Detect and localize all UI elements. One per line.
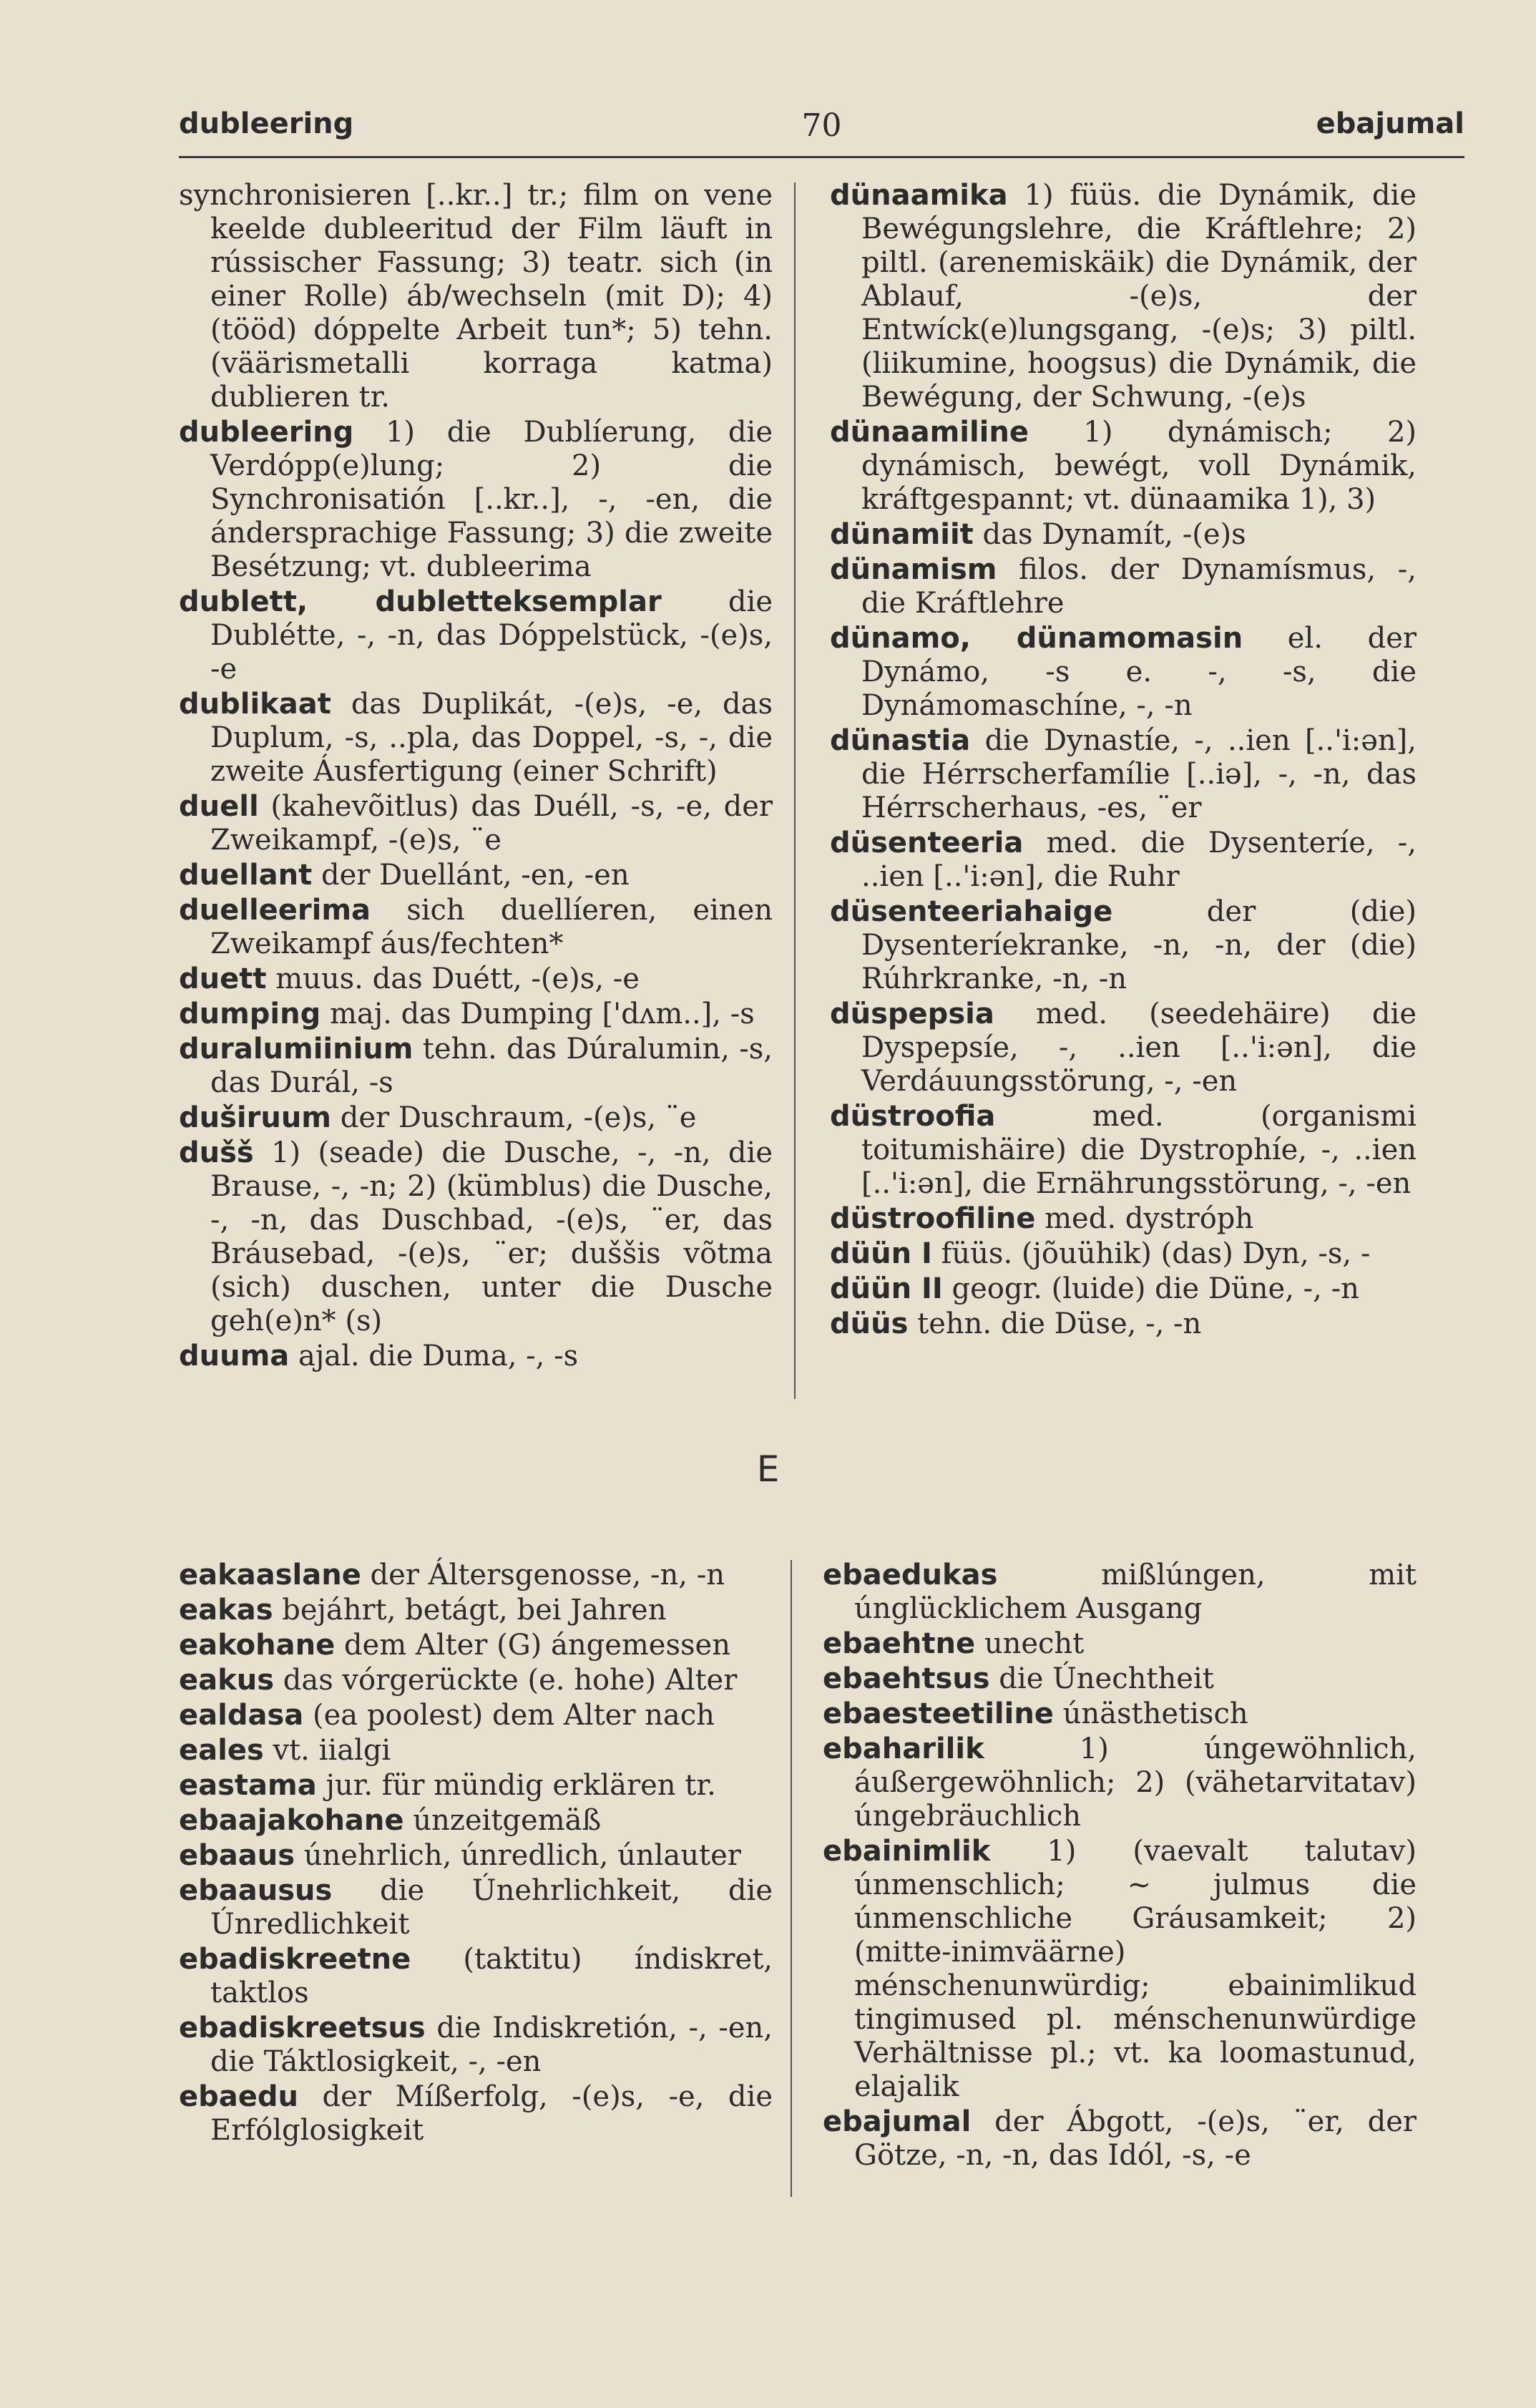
entry-definition: bejáhrt, betágt, bei Jahren — [282, 1594, 667, 1627]
dictionary-entry — [179, 1874, 773, 1941]
entry-headword: düstroofia — [830, 1100, 996, 1133]
entry-definition: die Indiskretión, -, -en, die Táktlosigkeit, -, -en — [210, 2012, 773, 2078]
column-divider-bottom — [791, 1560, 792, 2197]
dictionary-entry — [830, 827, 1417, 894]
entry-headword: duširuum — [179, 1101, 331, 1134]
entry-headword: dublett, dubletteksemplar — [179, 585, 662, 618]
entry-headword: düstroofiline — [830, 1202, 1036, 1235]
entry-headword: ebadiskreetne — [179, 1943, 411, 1976]
dictionary-entry — [823, 1559, 1417, 1626]
dictionary-entry — [179, 1340, 773, 1373]
entry-headword: ealdasa — [179, 1699, 304, 1732]
entry-headword: duellant — [179, 859, 313, 892]
dictionary-entry — [179, 859, 773, 892]
dictionary-entry — [823, 1732, 1417, 1833]
entry-definition: die Dublétte, -, -n, das Dóppelstück, -(e)s, -e — [210, 585, 773, 686]
entry-definition: der (die) Dysenteríekranke, -n, -n, der (die) Rúhrkranke, -n, -n — [861, 895, 1417, 995]
entry-definition: (ea poolest) dem Alter nach — [312, 1699, 715, 1732]
entry-headword: eakus — [179, 1664, 275, 1697]
dictionary-entry — [179, 1594, 773, 1627]
entry-definition: vt. iialgi — [273, 1734, 391, 1767]
dictionary-entry — [830, 998, 1417, 1098]
column-4 — [823, 1559, 1417, 2174]
dictionary-entry — [830, 1272, 1417, 1306]
entry-headword: düün II — [830, 1272, 943, 1305]
entry-definition: synchronisieren [..kr..] tr.; film on vene keelde dubleeritud der Film läuft in rússischer Fassung; 3) teatr. sich (in einer Rolle) áb/wechseln (mit D); 4) (tööd) dóppelte Arbeit tun*; 5) tehn. (väärismetalli korraga katma) dublieren tr. — [179, 179, 773, 414]
entry-definition: jur. für mündig erklären tr. — [326, 1769, 716, 1802]
dictionary-entry — [179, 998, 773, 1031]
dictionary-entry — [179, 2080, 773, 2148]
entry-headword: ebaehtsus — [823, 1662, 990, 1695]
entry-headword: eakohane — [179, 1629, 336, 1662]
entry-headword: eakas — [179, 1594, 273, 1627]
section-letter: E — [756, 1448, 780, 1490]
dictionary-entry — [179, 790, 773, 857]
entry-headword: ebadiskreetsus — [179, 2012, 426, 2044]
entry-headword: eastama — [179, 1769, 317, 1802]
entry-headword: ebainimlik — [823, 1835, 991, 1868]
entry-headword: eakaaslane — [179, 1559, 361, 1591]
entry-definition: das Duplikát, -(e)s, -e, das Duplum, -s, ..pla, das Doppel, -s, -, die zweite Áusfertigung (einer Schrift) — [210, 688, 773, 788]
dictionary-entry — [179, 585, 773, 686]
entry-headword: dünaamika — [830, 179, 1008, 212]
entry-definition: unecht — [984, 1627, 1085, 1660]
entry-headword: dumping — [179, 998, 321, 1030]
entry-headword: düsenteeriahaige — [830, 895, 1113, 928]
dictionary-entry — [830, 1202, 1417, 1236]
entry-definition: der Ábgott, -(e)s, ¨er, der Götze, -n, -n, das Idól, -s, -e — [854, 2105, 1417, 2172]
entry-headword: dünastia — [830, 724, 971, 757]
entry-headword: ebaedu — [179, 2080, 298, 2113]
entry-definition: ajal. die Duma, -, -s — [298, 1340, 579, 1373]
entry-definition: muus. das Duétt, -(e)s, -e — [275, 962, 640, 995]
dictionary-entry — [179, 1629, 773, 1662]
dictionary-entry — [830, 1100, 1417, 1201]
entry-definition: únzeitgemäß — [413, 1804, 602, 1837]
entry-headword: duell — [179, 790, 259, 823]
entry-definition: der Duschraum, -(e)s, ¨e — [340, 1101, 697, 1134]
entry-headword: ebaedukas — [823, 1559, 998, 1591]
dictionary-entry — [179, 1101, 773, 1135]
entry-headword: duuma — [179, 1340, 290, 1373]
entry-definition: únehrlich, únredlich, únlauter — [303, 1839, 741, 1872]
dictionary-entry — [830, 518, 1417, 552]
entry-definition: med. die Dysenteríe, -, ..ien [..'i:ən], die Ruhr — [861, 827, 1417, 893]
entry-headword: duelleerima — [179, 894, 371, 927]
entry-headword: dünamiit — [830, 518, 974, 551]
dictionary-entry — [823, 1662, 1417, 1696]
entry-headword: dušš — [179, 1136, 254, 1169]
entry-definition: der Duellánt, -en, -en — [321, 859, 630, 892]
column-divider-top — [794, 182, 796, 1399]
entry-definition: 1) füüs. die Dynámik, die Bewégungslehre, die Kráftlehre; 2) piltl. (arenemiskäik) die Dynámik, der Ablauf, -(e)s, der Entwíck(e)lungsgang, -(e)s; 3) piltl. (liikumine, hoogsus) die Dynámik, die Bewégung, der Schwung, -(e)s — [861, 179, 1417, 414]
entry-definition: med. (organismi toitumishäire) die Dystrophíe, -, ..ien [..'i:ən], die Ernährungsstörung, -, -en — [861, 1100, 1417, 1200]
entry-definition: med. dystróph — [1045, 1202, 1254, 1235]
entry-headword: düspepsia — [830, 998, 994, 1030]
entry-definition: der Áltersgenosse, -n, -n — [370, 1559, 725, 1591]
dictionary-entry — [179, 1734, 773, 1768]
entry-headword: ebaehtne — [823, 1627, 976, 1660]
header-right-guideword: ebajumal — [1316, 107, 1464, 140]
entry-definition: tehn. das Dúralumin, -s, das Durál, -s — [210, 1033, 773, 1099]
entry-headword: ebaaus — [179, 1839, 295, 1872]
column-1 — [179, 179, 773, 1375]
entry-headword: düsenteeria — [830, 827, 1024, 859]
dictionary-entry — [179, 1804, 773, 1838]
dictionary-entry — [823, 1835, 1417, 2104]
dictionary-entry — [830, 1237, 1417, 1271]
entry-definition: die Dynastíe, -, ..ien [..'i:ən], die Hérrscherfamílie [..iə], -, -n, das Hérrscherhaus, -es, ¨er — [861, 724, 1417, 824]
dictionary-entry — [830, 553, 1417, 620]
entry-definition: 1) dynámisch; 2) dynámisch, bewégt, voll Dynámik, kráftgespannt; vt. dünaamika 1), 3) — [861, 416, 1417, 516]
dictionary-entry — [179, 1769, 773, 1803]
entry-definition: tehn. die Düse, -, -n — [917, 1307, 1202, 1340]
entry-headword: ebaausus — [179, 1874, 333, 1907]
entry-definition: sich duellíeren, einen Zweikampf áus/fechten* — [210, 894, 773, 960]
entry-headword: dubleering — [179, 416, 354, 449]
entry-headword: eales — [179, 1734, 264, 1767]
dictionary-entry — [179, 688, 773, 789]
entry-definition: med. (seedehäire) die Dyspepsíe, -, ..ien [..'i:ən], die Verdáuungsstörung, -, -en — [861, 998, 1417, 1098]
column-2 — [830, 179, 1417, 1342]
dictionary-entry — [830, 724, 1417, 825]
dictionary-entry — [179, 179, 773, 414]
entry-headword: duett — [179, 962, 267, 995]
dictionary-entry — [179, 1136, 773, 1338]
entry-headword: dublikaat — [179, 688, 331, 721]
dictionary-entry — [823, 1697, 1417, 1731]
entry-definition: 1) die Dublíerung, die Verdópp(e)lung; 2) die Synchronisatión [..kr..], -, -en, die ándersprachige Fassung; 3) die zweite Besétzung; vt. dubleerima — [210, 416, 773, 583]
entry-headword: ebaesteetiline — [823, 1697, 1054, 1730]
entry-headword: dünamism — [830, 553, 997, 586]
entry-definition: die Únehrlichkeit, die Únredlichkeit — [210, 1874, 773, 1941]
dictionary-entry — [823, 1627, 1417, 1661]
dictionary-entry — [179, 1559, 773, 1592]
column-3 — [179, 1559, 773, 2149]
header-left-guideword: dubleering — [179, 107, 354, 140]
dictionary-entry — [830, 1307, 1417, 1341]
entry-headword: ebaharilik — [823, 1732, 984, 1765]
entry-headword: düüs — [830, 1307, 909, 1340]
dictionary-entry — [179, 2012, 773, 2079]
dictionary-entry — [179, 1839, 773, 1873]
dictionary-entry — [823, 2105, 1417, 2173]
entry-definition: el. der Dynámo, -s e. -, -s, die Dynámomaschíne, -, -n — [861, 622, 1417, 722]
page-header — [179, 106, 1464, 158]
dictionary-entry — [830, 895, 1417, 996]
dictionary-entry — [830, 416, 1417, 517]
dictionary-entry — [179, 1699, 773, 1732]
dictionary-entry — [179, 962, 773, 996]
entry-definition: das Dynamít, -(e)s — [982, 518, 1246, 551]
dictionary-entry — [179, 1664, 773, 1697]
page-number: 70 — [801, 107, 842, 144]
entry-headword: dünaamiline — [830, 416, 1029, 449]
entry-headword: ebajumal — [823, 2105, 972, 2138]
entry-definition: maj. das Dumping ['dʌm..], -s — [329, 998, 755, 1030]
entry-definition: 1) úngewöhnlich, áußergewöhnlich; 2) (vähetarvitatav) úngebräuchlich — [854, 1732, 1417, 1833]
entry-definition: das vórgerückte (e. hohe) Alter — [283, 1664, 738, 1697]
entry-definition: füüs. (jõuühik) (das) Dyn, -s, - — [941, 1237, 1371, 1270]
dictionary-entry — [179, 894, 773, 961]
entry-definition: dem Alter (G) ángemessen — [343, 1629, 730, 1662]
entry-definition: der Míßerfolg, -(e)s, -e, die Erfólglosigkeit — [210, 2080, 773, 2147]
entry-headword: düün I — [830, 1237, 932, 1270]
entry-definition: filos. der Dynamísmus, -, die Kráftlehre — [861, 553, 1417, 620]
dictionary-entry — [179, 1033, 773, 1100]
entry-definition: 1) (seade) die Dusche, -, -n, die Brause, -, -n; 2) (kümblus) die Dusche, -, -n, das Duschbad, -(e)s, ¨er, das Bráusebad, -(e)s, ¨er; duššis võtma (sich) duschen, unter die Dusche geh(e)n* (s) — [210, 1136, 773, 1337]
entry-definition: mißlúngen, mit únglücklichem Ausgang — [854, 1559, 1417, 1625]
entry-headword: ebaajakohane — [179, 1804, 404, 1837]
dictionary-entry — [830, 179, 1417, 414]
dictionary-entry — [830, 622, 1417, 723]
entry-definition: (taktitu) índiskret, taktlos — [210, 1943, 773, 2009]
entry-headword: dünamo, dünamomasin — [830, 622, 1243, 655]
entry-definition: die Únechtheit — [999, 1662, 1214, 1695]
entry-definition: 1) (vaevalt talutav) únmenschlich; ~ julmus die únmenschliche Gráusamkeit; 2) (mitte-inimväärne) ménschenunwürdig; ebainimlikud tingimused pl. ménschenunwürdige Verhältnisse pl.; vt. ka loomastunud, elajalik — [854, 1835, 1417, 2103]
entry-definition: geogr. (luide) die Düne, -, -n — [952, 1272, 1359, 1305]
entry-definition: (kahevõitlus) das Duéll, -s, -e, der Zweikampf, -(e)s, ¨e — [210, 790, 773, 857]
dictionary-entry — [179, 1943, 773, 2010]
dictionary-entry — [179, 416, 773, 584]
entry-headword: duralumiinium — [179, 1033, 414, 1066]
entry-definition: únästhetisch — [1062, 1697, 1248, 1730]
